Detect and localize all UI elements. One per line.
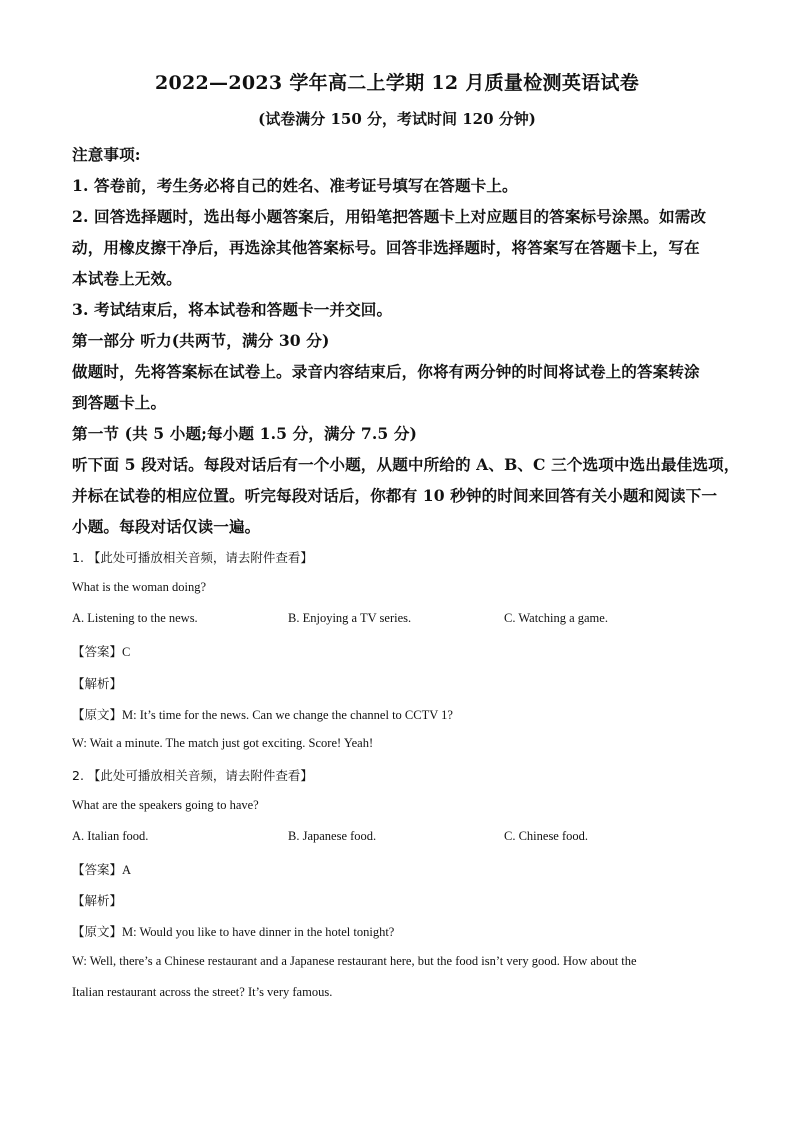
q1-analysis-line: [72, 674, 122, 692]
q1-transcript-2: W: Wait a minute. The match just got exciting. Score! Yeah!: [72, 736, 374, 750]
q1-answer-line: [72, 642, 130, 660]
q2-analysis-line: [72, 891, 122, 909]
notice-item-3: 3. 考试结束后，将本试卷和答题卡一并交回。: [72, 300, 393, 319]
q2-transcript-3: Italian restaurant across the street? It’s very famous.: [72, 985, 333, 999]
q2-answer-line: [72, 860, 131, 878]
q1-transcript-1: M: It’s time for the news. Can we change the channel to CCTV 1?: [122, 708, 453, 722]
part1-intro-line-2: 到答题卡上。: [72, 393, 167, 412]
q2-transcript-2: W: Well, there’s a Chinese restaurant and a Japanese restaurant here, but the food isn’t very good. How about the: [72, 954, 637, 968]
q1-original-tag: 【原文】: [72, 707, 123, 722]
q1-option-b: B. Enjoying a TV series.: [288, 611, 412, 625]
q2-transcript-1: M: Would you like to have dinner in the hotel tonight?: [122, 925, 395, 939]
q2-question: What are the speakers going to have?: [72, 798, 259, 812]
notice-item-1: 1. 答卷前，考生务必将自己的姓名、准考证号填写在答题卡上。: [72, 176, 518, 195]
section1-intro-line-2: 并标在试卷的相应位置。听完每段对话后，你都有 10 秒钟的时间来回答有关小题和阅读下一: [72, 486, 718, 505]
q1-question: What is the woman doing?: [72, 580, 206, 594]
q2-original-line-1: [72, 922, 394, 940]
q2-option-c: C. Chinese food.: [504, 829, 589, 843]
q2-analysis-tag: 【解析】: [72, 893, 123, 908]
q1-audio-text: 1. 【此处可播放相关音频，请去附件查看】: [72, 550, 313, 565]
q1-option-a: A. Listening to the news.: [72, 611, 198, 625]
q2-option-b: B. Japanese food.: [288, 829, 377, 843]
section1-intro-line-3: 小题。每段对话仅读一遍。: [72, 517, 261, 536]
q2-audio-text: 2. 【此处可播放相关音频，请去附件查看】: [72, 768, 313, 783]
q2-answer-tag: 【答案】: [72, 862, 123, 877]
q2-option-a: A. Italian food.: [72, 829, 149, 843]
page-subtitle: (试卷满分 150 分，考试时间 120 分钟): [258, 110, 536, 128]
notice-item-2-line-2: 动，用橡皮擦干净后，再选涂其他答案标号。回答非选择题时，将答案写在答题卡上，写在: [72, 238, 700, 257]
q1-analysis-tag: 【解析】: [72, 676, 123, 691]
q1-answer-tag: 【答案】: [72, 644, 123, 659]
notice-item-2-line-3: 本试卷上无效。: [72, 269, 182, 288]
q2-original-tag: 【原文】: [72, 924, 123, 939]
q2-answer: A: [122, 863, 132, 877]
q1-option-c: C. Watching a game.: [504, 611, 608, 625]
q1-answer: C: [122, 645, 131, 659]
part1-heading: 第一部分 听力(共两节，满分 30 分): [72, 331, 330, 350]
q1-original-line-1: [72, 705, 453, 723]
q2-audio-link[interactable]: [72, 766, 313, 784]
page-title: 2022—2023 学年高二上学期 12 月质量检测英语试卷: [154, 72, 640, 94]
notice-item-2-line-1: 2. 回答选择题时，选出每小题答案后，用铅笔把答题卡上对应题目的答案标号涂黑。如需改: [72, 207, 707, 226]
section1-intro-line-1: 听下面 5 段对话。每段对话后有一个小题，从题中所给的 A、B、C 三个选项中选出最佳选项，: [72, 455, 740, 474]
part1-intro-line-1: 做题时，先将答案标在试卷上。录音内容结束后，你将有两分钟的时间将试卷上的答案转涂: [72, 362, 700, 381]
notice-heading: 注意事项:: [72, 145, 141, 164]
section1-heading: 第一节 (共 5 小题;每小题 1.5 分，满分 7.5 分): [72, 424, 418, 443]
q1-audio-link[interactable]: [72, 548, 313, 566]
